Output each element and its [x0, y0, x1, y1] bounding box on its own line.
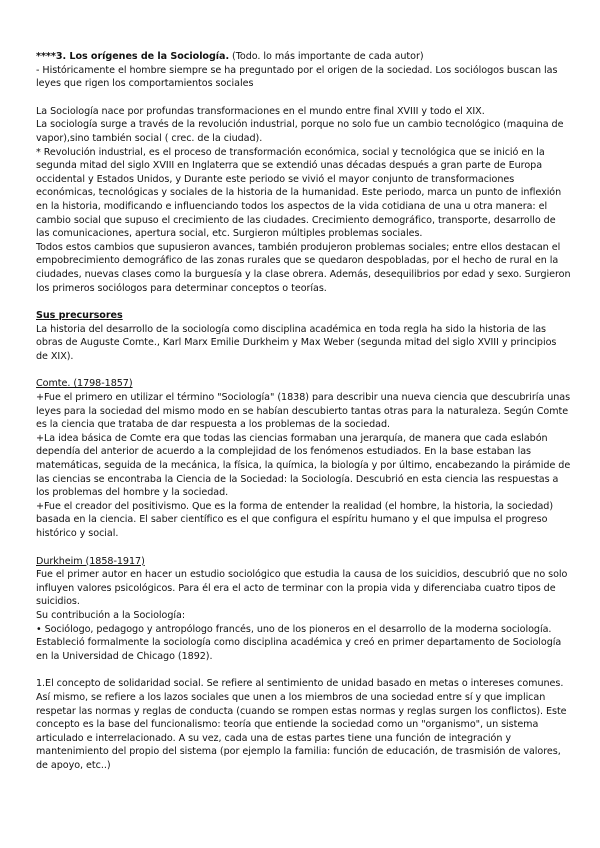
spacer: [36, 363, 571, 377]
document-title: [36, 50, 571, 64]
spacer: [36, 91, 571, 105]
spacer: [36, 663, 571, 677]
durkheim-heading: Durkheim (1858-1917): [36, 555, 145, 567]
origins-paragraph-2: La sociología surge a través de la revolución industrial, porque no solo fue un cambio tecnológico (maquina de vapor),sino también social ( crec. de la ciudad).: [36, 119, 564, 144]
spacer: [36, 541, 571, 555]
comte-point-3: +Fue el creador del positivismo. Que es la forma de entender la realidad (el hombre, la historia, la sociedad) basada en la ciencia. El saber científico es el que configura el espíritu humano y el que impulsa el progreso histórico y social.: [36, 500, 554, 539]
origins-paragraph-1: La Sociología nace por profundas transformaciones en el mundo entre final XVIII y todo el XIX.: [36, 105, 485, 117]
document-page: [36, 50, 571, 773]
comte-heading: Comte. (1798-1857): [36, 378, 133, 390]
comte-point-2: +La idea básica de Comte era que todas las ciencias formaban una jerarquía, de manera que cada eslabón dependía del anterior de acuerdo a la complejidad de los fenómenos estudiados. En la base estaban las matemáticas, seguida de la mecánica, la física, la química, la biología y por último, encabezando la pirámide de las ciencias se encontraba la Ciencia de la Sociedad: la Sociología. Descubrió en esta ciencia las respuestas a los problemas del hombre y la sociedad.: [36, 432, 571, 499]
precursores-heading: Sus precursores: [36, 310, 123, 322]
durkheim-contribution-label: Su contribución a la Sociología:: [36, 609, 186, 621]
durkheim-bullet: • Sociólogo, pedagogo y antropólogo francés, uno de los pioneros en el desarrollo de la moderna sociología. Estableció formalmente la sociología como disciplina académica y creó en primer departamento de Sociología en la Universidad de Chicago (1892).: [36, 623, 562, 662]
solidarity-paragraph: 1.El concepto de solidaridad social. Se refiere al sentimiento de unidad basado en metas o intereses comunes. Así mismo, se refiere a los lazos sociales que unen a los miembros de una sociedad entre sí y que implican respetar las normas y reglas de conducta (cuando se rompen estas normas y reglas surgen los conflictos). Este concepto es la base del funcionalismo: teoría que entiende la sociedad como un "organismo", un sistema articulado e interrelacionado. A su vez, cada una de estas partes tiene una función de integración y mantenimiento del propio del sistema (por ejemplo la familia: función de educación, de trasmisión de valores, de apoyo, etc..): [36, 678, 567, 771]
precursores-paragraph: La historia del desarrollo de la sociología como disciplina académica en toda regla ha sido la historia de las obras de Auguste Comte., Karl Marx Emilie Durkheim y Max Weber (segunda mitad del siglo XVIII y principios de XIX).: [36, 323, 557, 362]
durkheim-paragraph: Fue el primer autor en hacer un estudio sociológico que estudia la causa de los suicidios, descubrió que no solo influyen valores psicológicos. Para él era el acto de terminar con la propia vida y diferenciaba cuatro tipos de suicidios.: [36, 569, 568, 608]
comte-point-1: +Fue el primero en utilizar el término "Sociología" (1838) para describir una nueva ciencia que descubriría unas leyes para la sociedad del mismo modo en se habían descubierto tantas otras para la naturaleza. Según Comte es la ciencia que trataba de dar respuesta a los problemas de la sociedad.: [36, 392, 571, 431]
intro-paragraph: - Históricamente el hombre siempre se ha preguntado por el origen de la sociedad. Los sociólogos buscan las leyes que rigen los comportamientos sociales: [36, 64, 558, 90]
origins-paragraph-3: * Revolución industrial, es el proceso de transformación económica, social y tecnológica que se inició en la segunda mitad del siglo XVIII en Inglaterra que se extendió unas décadas después a gran parte de Europa occidental y Estados Unidos, y Durante este periodo se vivió el mayor conjunto de transformaciones económicas, tecnológicas y sociales de la historia de la humanidad. Este periodo, marca un punto de inflexión en la historia, modificando e influenciando todos los aspectos de la vida cotidiana de una u otra manera: el cambio social que supuso el crecimiento de las ciudades. Crecimiento demográfico, transporte, desarrollo de las comunicaciones, apertura social, etc. Surgieron múltiples problemas sociales.: [36, 146, 562, 240]
spacer: [36, 295, 571, 309]
title-note: (Todo. lo más importante de cada autor): [229, 51, 424, 62]
title-bold: ****3. Los orígenes de la Sociología.: [36, 51, 230, 62]
origins-paragraph-4: Todos estos cambios que supusieron avances, también produjeron problemas sociales; entre ellos destacan el empobrecimiento demográfico de las zonas rurales que se quedaron despobladas, por el hecho de rural en la ciudades, nuevas clases como la burguesía y la clase obrera. Además, desequilibrios por edad y sexo. Surgieron los primeros sociólogos para determinar conceptos o teorías.: [36, 241, 571, 294]
